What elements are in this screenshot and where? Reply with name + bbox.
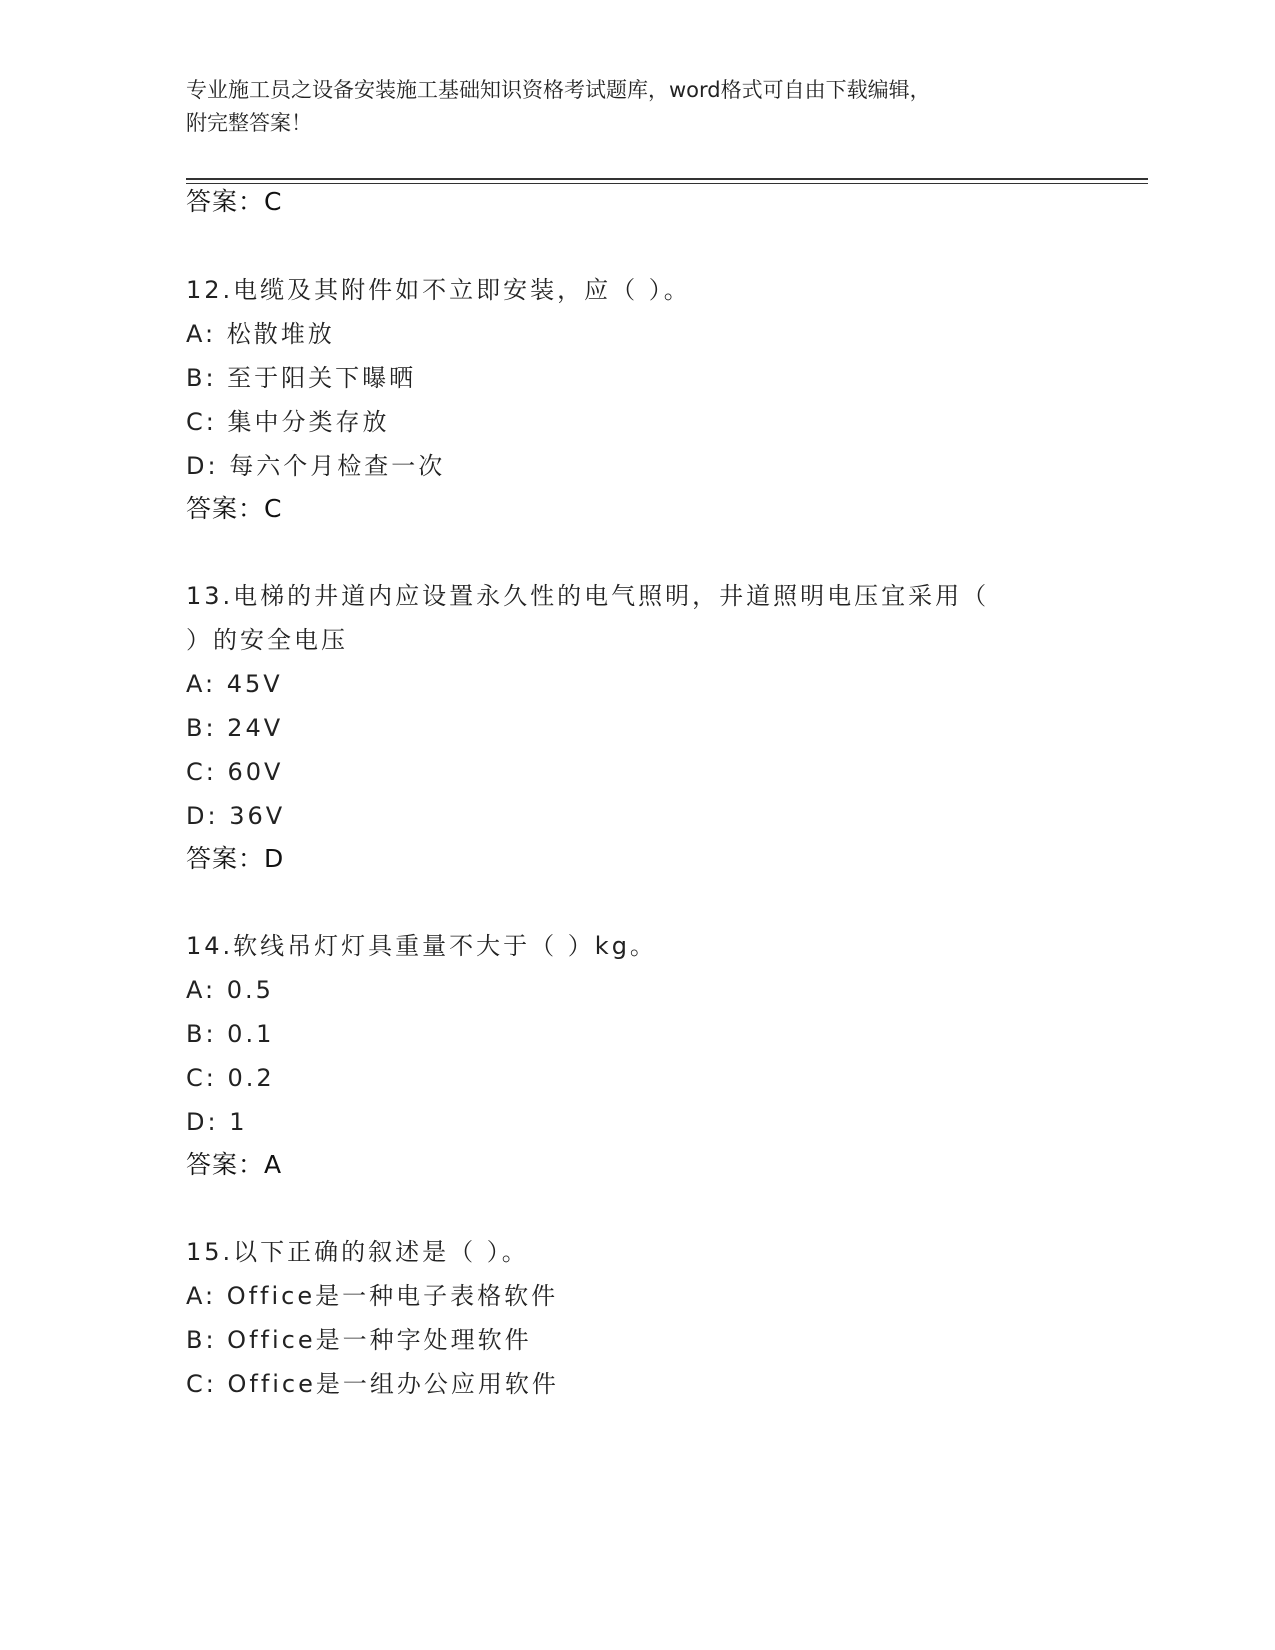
question-14-option-b: B: 0.1 bbox=[186, 1020, 275, 1048]
question-14-answer: 答案：A bbox=[186, 1150, 283, 1179]
question-13-option-c: C: 60V bbox=[186, 758, 284, 786]
header-line-1: 专业施工员之设备安装施工基础知识资格考试题库，word格式可自由下载编辑， bbox=[186, 78, 931, 102]
question-14-option-d: D: 1 bbox=[186, 1108, 248, 1136]
question-12-answer: 答案：C bbox=[186, 494, 283, 523]
question-14-option-c: C: 0.2 bbox=[186, 1064, 275, 1092]
question-13-option-a: A: 45V bbox=[186, 670, 283, 698]
question-12-stem: 12.电缆及其附件如不立即安装，应（ ）。 bbox=[186, 276, 691, 304]
page-header bbox=[186, 74, 1086, 140]
header-line-2: 附完整答案！ bbox=[186, 111, 312, 135]
question-13-answer: 答案：D bbox=[186, 844, 285, 873]
question-13-option-b: B: 24V bbox=[186, 714, 284, 742]
answer-line: 答案：C bbox=[186, 187, 283, 216]
header-divider-thin bbox=[186, 183, 1148, 184]
question-15-stem: 15.以下正确的叙述是（ ）。 bbox=[186, 1238, 529, 1266]
question-14-stem: 14.软线吊灯灯具重量不大于（ ）kg。 bbox=[186, 932, 657, 960]
question-13-option-d: D: 36V bbox=[186, 802, 286, 830]
question-12-option-d: D: 每六个月检查一次 bbox=[186, 452, 446, 480]
header-divider-thick bbox=[186, 178, 1148, 180]
question-15-option-a: A: Office是一种电子表格软件 bbox=[186, 1282, 559, 1310]
question-15-option-c: C: Office是一组办公应用软件 bbox=[186, 1370, 559, 1398]
question-12-option-c: C: 集中分类存放 bbox=[186, 408, 390, 436]
question-12-option-a: A: 松散堆放 bbox=[186, 320, 335, 348]
question-14-option-a: A: 0.5 bbox=[186, 976, 274, 1004]
question-12-option-b: B: 至于阳关下曝晒 bbox=[186, 364, 417, 392]
question-13-stem-line-1: 13.电梯的井道内应设置永久性的电气照明，井道照明电压宜采用（ bbox=[186, 582, 990, 610]
question-13-stem-line-2: ）的安全电压 bbox=[186, 626, 348, 654]
question-15-option-b: B: Office是一种字处理软件 bbox=[186, 1326, 532, 1354]
